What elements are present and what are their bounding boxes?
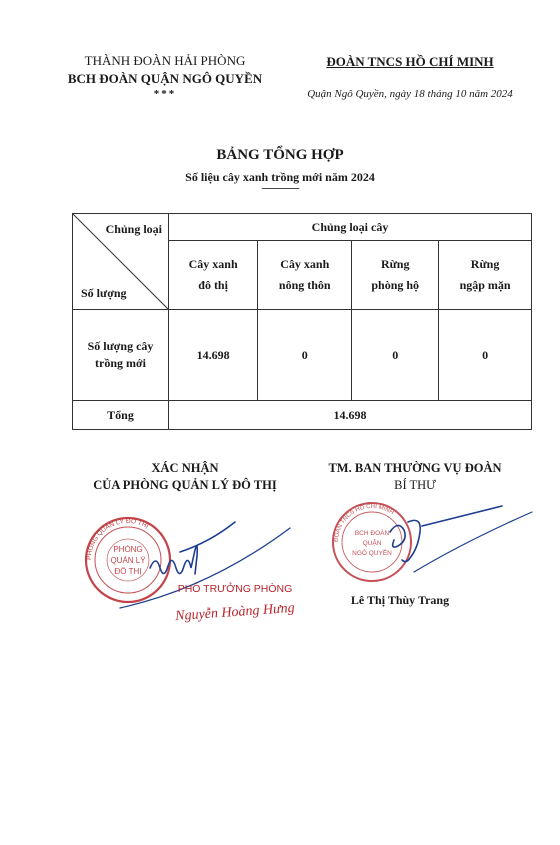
column-header-line: Rừng <box>380 257 410 271</box>
column-header-line: Cây xanh <box>188 257 238 271</box>
left-signer-name: Nguyễn Hoàng Hưng <box>174 600 296 625</box>
right-stamp-signature <box>330 492 535 597</box>
left-stamp-center-line: PHÒNG <box>113 545 143 554</box>
right-stamp <box>333 503 411 581</box>
left-signature-heading <box>60 460 310 494</box>
row-label-line: Số lượng cây <box>87 339 154 353</box>
value-mangrove-forest: 0 <box>439 310 532 401</box>
corner-label-category: Chủng loại <box>105 222 162 236</box>
column-header-line: đô thị <box>198 278 228 292</box>
column-header-mangrove-forest <box>439 241 532 310</box>
column-header-line: Rừng <box>470 257 500 271</box>
total-value: 14.698 <box>169 401 532 430</box>
column-header-protection-forest <box>352 241 439 310</box>
row-label-line: trồng mới <box>95 356 146 370</box>
value-urban-trees: 14.698 <box>169 310 258 401</box>
left-stamp-role: PHÓ TRƯỞNG PHÒNG <box>177 583 293 595</box>
right-heading-line1: TM. BAN THƯỜNG VỤ ĐOÀN <box>328 461 502 475</box>
value-protection-forest: 0 <box>352 310 439 401</box>
column-header-line: Cây xanh <box>280 257 330 271</box>
corner-label-quantity: Số lượng <box>81 286 127 300</box>
column-header-line: phòng hộ <box>371 278 420 292</box>
left-heading-line1: XÁC NHẬN <box>151 461 219 475</box>
right-heading-line2: BÍ THƯ <box>394 478 436 492</box>
issuer-block <box>60 52 270 100</box>
summary-table <box>72 213 532 430</box>
right-stamp-center-line: QUẬN <box>362 540 382 547</box>
document-subtitle: Số liệu cây xanh trồng mới năm 2024 <box>185 170 375 184</box>
left-stamp-center-line: QUẢN LÝ <box>110 556 146 565</box>
column-header-urban-trees <box>169 241 258 310</box>
national-header <box>290 54 530 70</box>
left-stamp <box>85 516 170 602</box>
group-header: Chủng loại cây <box>169 214 532 241</box>
column-header-line: ngập mặn <box>459 278 511 292</box>
right-stamp-center-line: NGÔ QUYỀN <box>352 550 392 557</box>
issuer-stars: *** <box>153 88 177 100</box>
left-heading-line2: CỦA PHÒNG QUẢN LÝ ĐÔ THỊ <box>93 478 277 492</box>
left-stamp-ring-text: PHÒNG QUẢN LÝ ĐÔ THỊ <box>85 517 150 561</box>
left-handwritten-signature <box>120 522 290 608</box>
right-stamp-center-line: BCH ĐOÀN <box>354 530 390 537</box>
left-stamp-center-line: ĐÔ THỊ <box>114 567 142 576</box>
national-org: ĐOÀN TNCS HỒ CHÍ MINH <box>326 54 494 69</box>
column-header-rural-trees <box>258 241 352 310</box>
right-stamp-ring-text: ĐOÀN TNCS HỒ CHÍ MINH <box>333 503 395 543</box>
document-date: Quận Ngô Quyền, ngày 18 tháng 10 năm 2024 <box>307 88 513 100</box>
issuer-parent-org: THÀNH ĐOÀN HẢI PHÒNG <box>84 53 246 68</box>
subtitle-rule: ---------------- <box>261 183 299 194</box>
column-header-line: nông thôn <box>278 278 331 292</box>
right-signature-heading <box>300 460 530 494</box>
right-signer-name: Lê Thị Thùy Trang <box>350 593 450 607</box>
corner-header-cell <box>73 214 169 310</box>
document-title: BẢNG TỔNG HỢP <box>216 147 344 163</box>
value-rural-trees: 0 <box>258 310 352 401</box>
total-label: Tổng <box>73 401 169 430</box>
row-label-new-trees <box>73 310 169 401</box>
issuer-org: BCH ĐOÀN QUẬN NGÔ QUYỀN <box>67 71 263 86</box>
